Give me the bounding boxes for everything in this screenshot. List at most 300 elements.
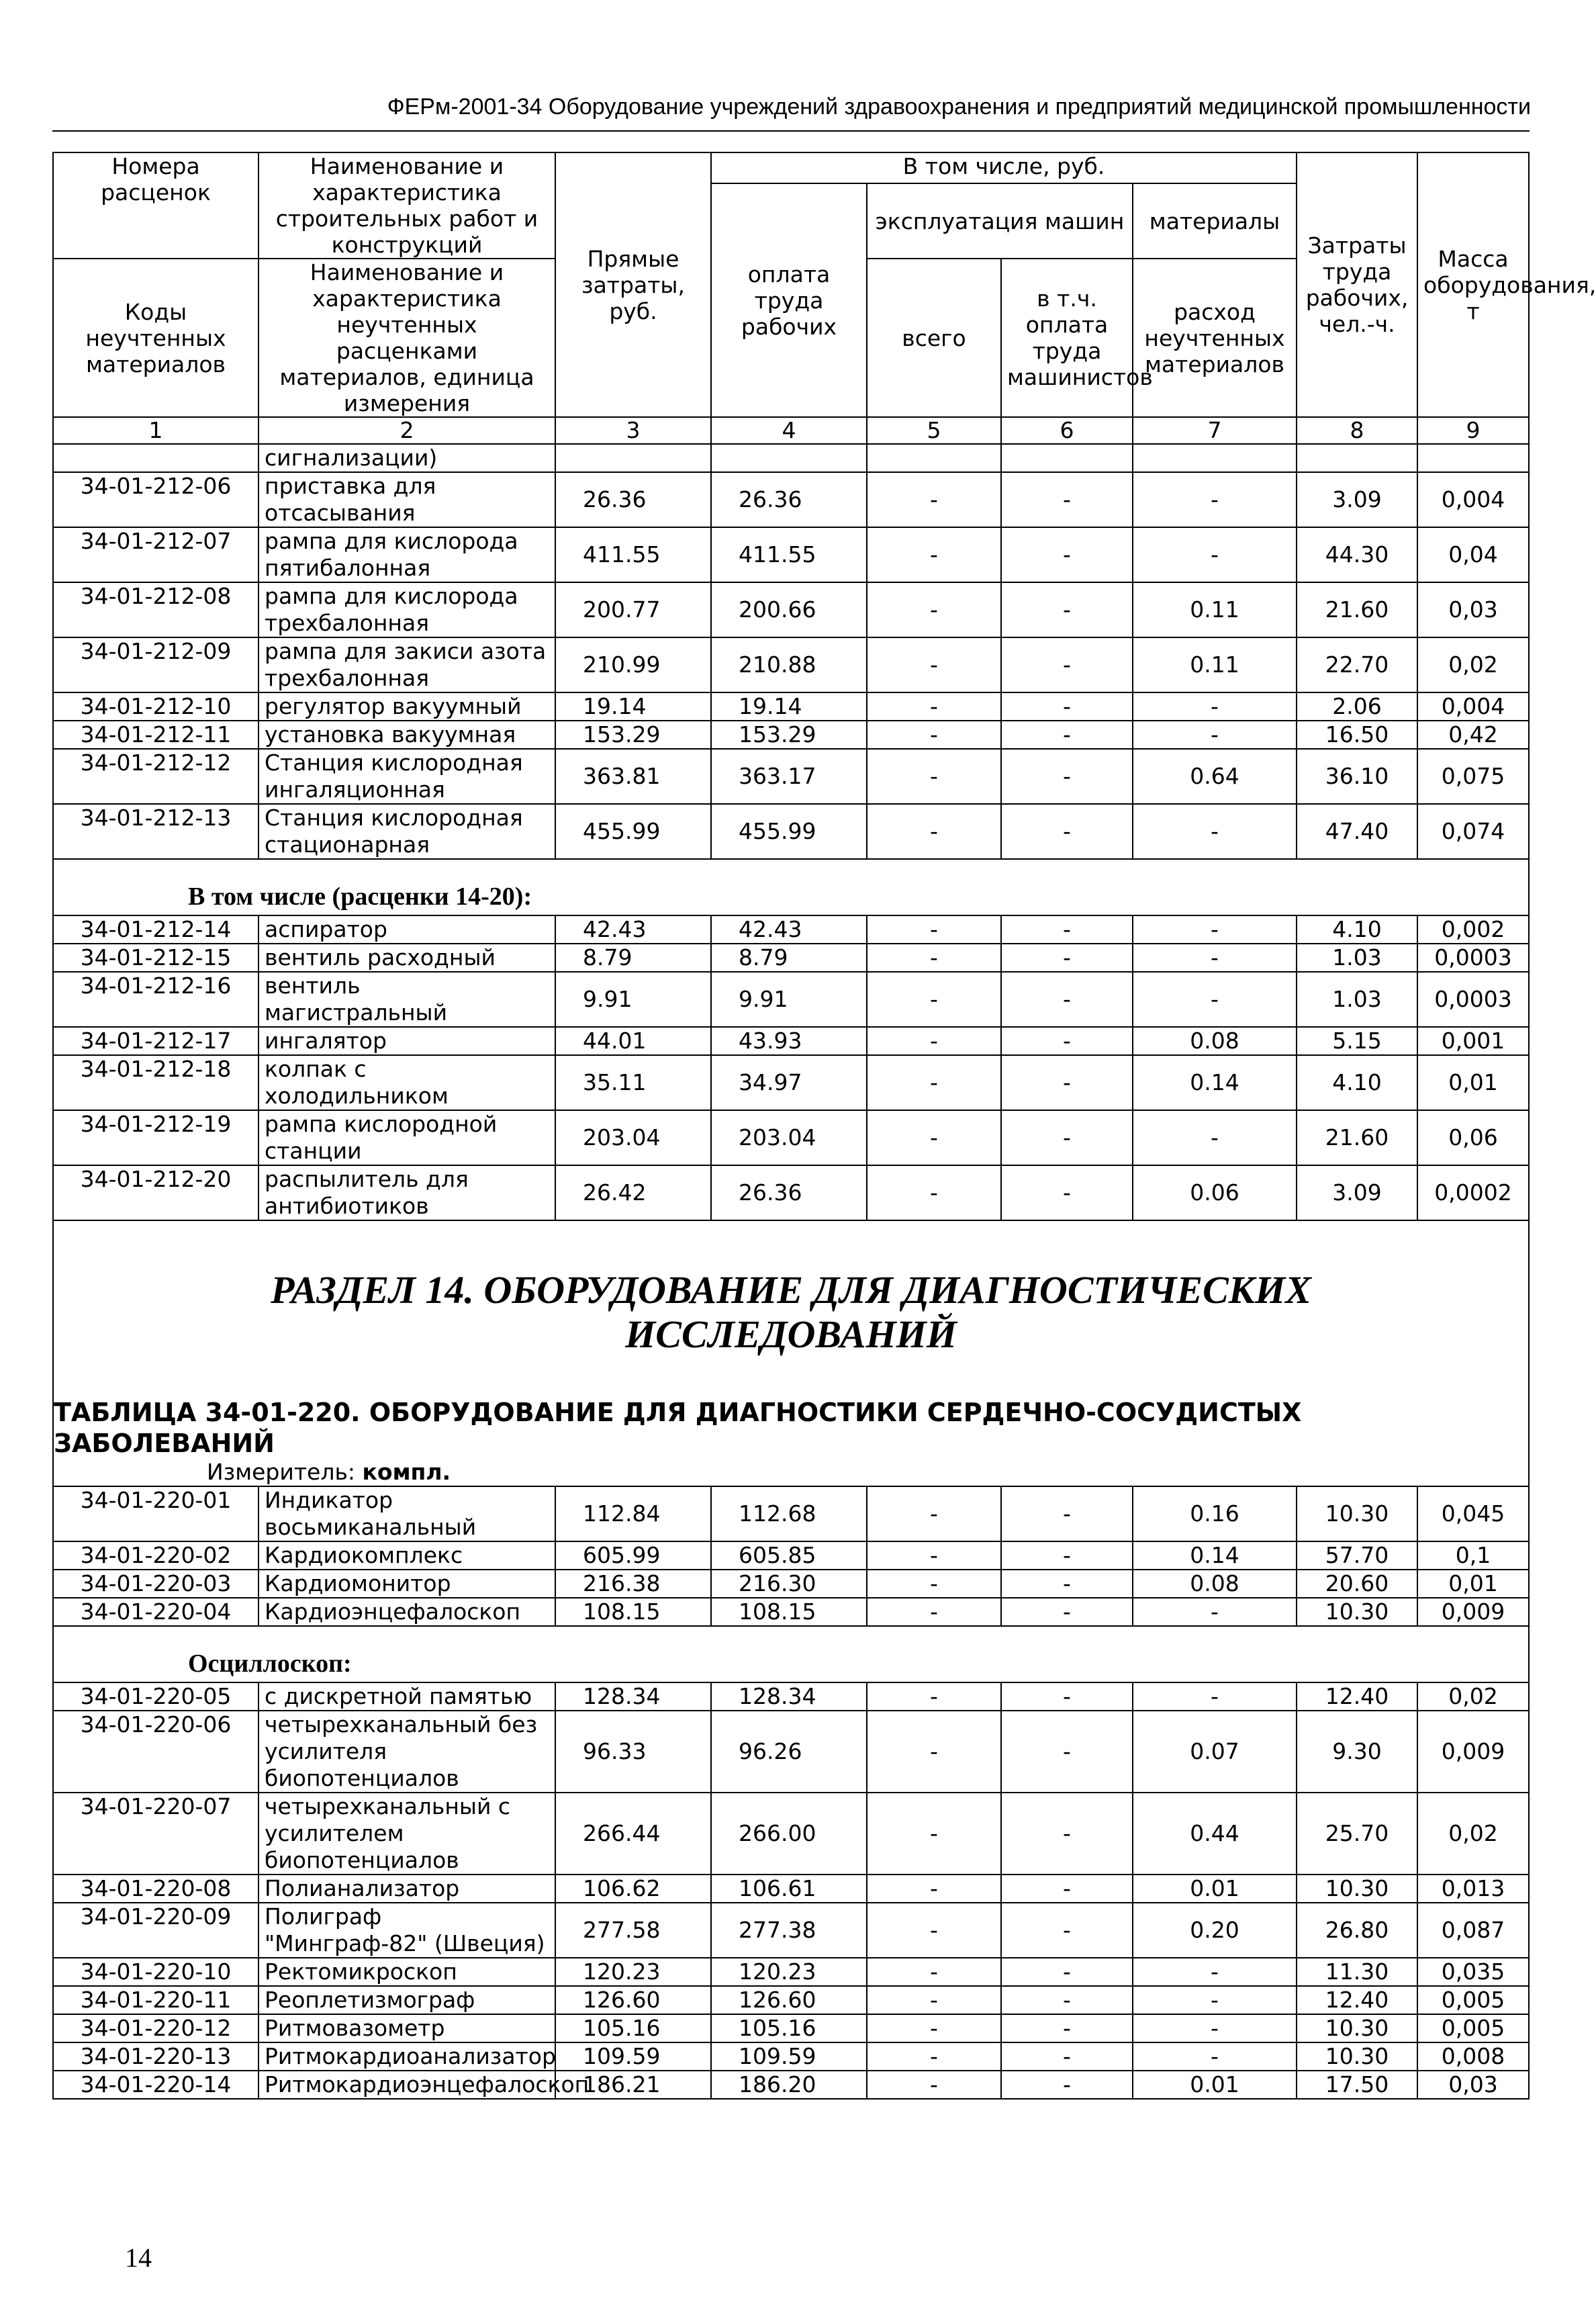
direct-costs: 9.91 bbox=[555, 972, 711, 1027]
equipment-mass: 0,02 bbox=[1417, 1682, 1529, 1711]
table-row bbox=[53, 1711, 1529, 1793]
machines-total: - bbox=[867, 1958, 1001, 1986]
direct-costs: 106.62 bbox=[555, 1875, 711, 1903]
direct-costs: 96.33 bbox=[555, 1711, 711, 1793]
work-name: вентиль расходный bbox=[259, 944, 555, 972]
measure-value: компл. bbox=[362, 1459, 451, 1485]
table-row bbox=[53, 527, 1529, 582]
machines-total: - bbox=[867, 472, 1001, 527]
work-name: аспиратор bbox=[259, 915, 555, 944]
labor-hours: 2.06 bbox=[1297, 692, 1417, 721]
work-name: установка вакуумная bbox=[259, 721, 555, 749]
equipment-mass: 0,009 bbox=[1417, 1598, 1529, 1626]
machines-total: - bbox=[867, 804, 1001, 859]
table-row bbox=[53, 582, 1529, 637]
operator-pay: - bbox=[1001, 972, 1133, 1027]
materials-cost: 0.14 bbox=[1133, 1055, 1297, 1110]
labor-hours: 20.60 bbox=[1297, 1570, 1417, 1598]
materials-cost: - bbox=[1133, 472, 1297, 527]
worker-pay: 34.97 bbox=[711, 1055, 867, 1110]
worker-pay: 200.66 bbox=[711, 582, 867, 637]
rate-code: 34-01-220-03 bbox=[53, 1570, 259, 1598]
col-index: 4 bbox=[711, 417, 867, 444]
machines-total: - bbox=[867, 972, 1001, 1027]
table-row bbox=[53, 1165, 1529, 1220]
equipment-mass: 0,0003 bbox=[1417, 972, 1529, 1027]
labor-hours: 26.80 bbox=[1297, 1903, 1417, 1958]
work-name: вентиль магистральный bbox=[259, 972, 555, 1027]
labor-hours: 4.10 bbox=[1297, 915, 1417, 944]
rows-220-a bbox=[53, 1486, 1529, 1626]
machines-total: - bbox=[867, 1682, 1001, 1711]
rows-212-a bbox=[53, 472, 1529, 859]
rate-code: 34-01-212-17 bbox=[53, 1027, 259, 1055]
machines-total: - bbox=[867, 915, 1001, 944]
continued-name: сигнализации) bbox=[259, 444, 555, 472]
worker-pay: 153.29 bbox=[711, 721, 867, 749]
work-name: регулятор вакуумный bbox=[259, 692, 555, 721]
operator-pay: - bbox=[1001, 1875, 1133, 1903]
labor-hours: 10.30 bbox=[1297, 2014, 1417, 2042]
measure-unit bbox=[59, 1459, 1523, 1486]
operator-pay: - bbox=[1001, 749, 1133, 804]
operator-pay: - bbox=[1001, 1903, 1133, 1958]
col-index: 3 bbox=[555, 417, 711, 444]
materials-cost: - bbox=[1133, 804, 1297, 859]
table-row bbox=[53, 1110, 1529, 1165]
rates-table-frame bbox=[52, 152, 1596, 2100]
header-machines-total: всего bbox=[867, 259, 1001, 417]
machines-total: - bbox=[867, 1486, 1001, 1541]
work-name: с дискретной памятью bbox=[259, 1682, 555, 1711]
materials-cost: - bbox=[1133, 721, 1297, 749]
table-row bbox=[53, 1986, 1529, 2014]
equipment-mass: 0,02 bbox=[1417, 1793, 1529, 1875]
operator-pay: - bbox=[1001, 721, 1133, 749]
rows-212-b bbox=[53, 915, 1529, 1220]
work-name: Станция кислородная стационарная bbox=[259, 804, 555, 859]
direct-costs: 44.01 bbox=[555, 1027, 711, 1055]
labor-hours: 1.03 bbox=[1297, 972, 1417, 1027]
direct-costs: 112.84 bbox=[555, 1486, 711, 1541]
equipment-mass: 0,002 bbox=[1417, 915, 1529, 944]
work-name: Кардиоэнцефалоскоп bbox=[259, 1598, 555, 1626]
header-unaccounted-name: Наименование и характеристика неучтенных расценками материалов, единица измерения bbox=[259, 259, 555, 417]
table-row bbox=[53, 1903, 1529, 1958]
machines-total: - bbox=[867, 1541, 1001, 1570]
worker-pay: 9.91 bbox=[711, 972, 867, 1027]
worker-pay: 42.43 bbox=[711, 915, 867, 944]
direct-costs: 266.44 bbox=[555, 1793, 711, 1875]
work-name: колпак с холодильником bbox=[259, 1055, 555, 1110]
labor-hours: 1.03 bbox=[1297, 944, 1417, 972]
operator-pay: - bbox=[1001, 1027, 1133, 1055]
header-labor-costs: Затраты труда рабочих, чел.-ч. bbox=[1297, 152, 1417, 417]
rate-code: 34-01-220-11 bbox=[53, 1986, 259, 2014]
materials-cost: 0.44 bbox=[1133, 1793, 1297, 1875]
machines-total: - bbox=[867, 1570, 1001, 1598]
table-row bbox=[53, 944, 1529, 972]
rate-code: 34-01-220-04 bbox=[53, 1598, 259, 1626]
operator-pay: - bbox=[1001, 1958, 1133, 1986]
materials-cost: - bbox=[1133, 1110, 1297, 1165]
header-unaccounted-codes: Коды неучтенных материалов bbox=[53, 259, 259, 417]
table-row bbox=[53, 472, 1529, 527]
operator-pay: - bbox=[1001, 1055, 1133, 1110]
operator-pay: - bbox=[1001, 1986, 1133, 2014]
worker-pay: 120.23 bbox=[711, 1958, 867, 1986]
work-name: рампа для кислорода пятибалонная bbox=[259, 527, 555, 582]
machines-total: - bbox=[867, 1711, 1001, 1793]
equipment-mass: 0,009 bbox=[1417, 1711, 1529, 1793]
operator-pay: - bbox=[1001, 1598, 1133, 1626]
worker-pay: 605.85 bbox=[711, 1541, 867, 1570]
equipment-mass: 0,004 bbox=[1417, 472, 1529, 527]
materials-cost: - bbox=[1133, 692, 1297, 721]
operator-pay: - bbox=[1001, 1165, 1133, 1220]
work-name: Ритмокардиоанализатор bbox=[259, 2042, 555, 2071]
rate-code: 34-01-212-10 bbox=[53, 692, 259, 721]
table-row bbox=[53, 692, 1529, 721]
work-name: Ректомикроскоп bbox=[259, 1958, 555, 1986]
worker-pay: 128.34 bbox=[711, 1682, 867, 1711]
work-name: Реоплетизмограф bbox=[259, 1986, 555, 2014]
operator-pay: - bbox=[1001, 1793, 1133, 1875]
direct-costs: 8.79 bbox=[555, 944, 711, 972]
operator-pay: - bbox=[1001, 1486, 1133, 1541]
work-name: рампа кислородной станции bbox=[259, 1110, 555, 1165]
block-212-a bbox=[53, 444, 1529, 472]
labor-hours: 10.30 bbox=[1297, 1875, 1417, 1903]
table-row bbox=[53, 1570, 1529, 1598]
direct-costs: 26.42 bbox=[555, 1165, 711, 1220]
header-operator-pay: в т.ч. оплата труда машинистов bbox=[1001, 259, 1133, 417]
worker-pay: 8.79 bbox=[711, 944, 867, 972]
table-row bbox=[53, 1055, 1529, 1110]
header-machines: эксплуатация машин bbox=[867, 183, 1133, 259]
operator-pay: - bbox=[1001, 637, 1133, 692]
machines-total: - bbox=[867, 2042, 1001, 2071]
direct-costs: 128.34 bbox=[555, 1682, 711, 1711]
rate-code: 34-01-220-12 bbox=[53, 2014, 259, 2042]
col-index: 7 bbox=[1133, 417, 1297, 444]
worker-pay: 26.36 bbox=[711, 472, 867, 527]
operator-pay: - bbox=[1001, 2042, 1133, 2071]
work-name: четырехканальный без усилителя биопотенциалов bbox=[259, 1711, 555, 1793]
rate-code: 34-01-220-14 bbox=[53, 2071, 259, 2099]
materials-cost: 0.06 bbox=[1133, 1165, 1297, 1220]
header-materials: материалы bbox=[1133, 183, 1297, 259]
machines-total: - bbox=[867, 1986, 1001, 2014]
labor-hours: 4.10 bbox=[1297, 1055, 1417, 1110]
labor-hours: 9.30 bbox=[1297, 1711, 1417, 1793]
rate-code: 34-01-212-18 bbox=[53, 1055, 259, 1110]
labor-hours: 10.30 bbox=[1297, 1486, 1417, 1541]
rate-code: 34-01-220-13 bbox=[53, 2042, 259, 2071]
rates-table bbox=[52, 152, 1596, 2100]
materials-cost: - bbox=[1133, 944, 1297, 972]
labor-hours: 36.10 bbox=[1297, 749, 1417, 804]
work-name: рампа для кислорода трехбалонная bbox=[259, 582, 555, 637]
column-index-row bbox=[53, 417, 1529, 444]
materials-cost: 0.07 bbox=[1133, 1711, 1297, 1793]
rate-code: 34-01-212-06 bbox=[53, 472, 259, 527]
operator-pay: - bbox=[1001, 1570, 1133, 1598]
worker-pay: 266.00 bbox=[711, 1793, 867, 1875]
materials-cost: 0.20 bbox=[1133, 1903, 1297, 1958]
operator-pay: - bbox=[1001, 1110, 1133, 1165]
header-equipment-mass: Масса оборудования, т bbox=[1417, 152, 1529, 417]
operator-pay: - bbox=[1001, 915, 1133, 944]
table-row bbox=[53, 1682, 1529, 1711]
worker-pay: 126.60 bbox=[711, 1986, 867, 2014]
rate-code: 34-01-212-16 bbox=[53, 972, 259, 1027]
equipment-mass: 0,06 bbox=[1417, 1110, 1529, 1165]
header-work-name: Наименование и характеристика строительных работ и конструкций bbox=[259, 152, 555, 259]
direct-costs: 455.99 bbox=[555, 804, 711, 859]
machines-total: - bbox=[867, 1055, 1001, 1110]
rate-code: 34-01-212-12 bbox=[53, 749, 259, 804]
labor-hours: 21.60 bbox=[1297, 1110, 1417, 1165]
page-number: 14 bbox=[125, 2243, 152, 2273]
operator-pay: - bbox=[1001, 804, 1133, 859]
materials-cost: - bbox=[1133, 1958, 1297, 1986]
worker-pay: 186.20 bbox=[711, 2071, 867, 2099]
materials-cost: - bbox=[1133, 1986, 1297, 2014]
rate-code: 34-01-212-19 bbox=[53, 1110, 259, 1165]
worker-pay: 203.04 bbox=[711, 1110, 867, 1165]
rate-code: 34-01-212-13 bbox=[53, 804, 259, 859]
worker-pay: 106.61 bbox=[711, 1875, 867, 1903]
table-row bbox=[53, 1958, 1529, 1986]
rows-220-b bbox=[53, 1682, 1529, 2099]
worker-pay: 216.30 bbox=[711, 1570, 867, 1598]
work-name: Индикатор восьмиканальный bbox=[259, 1486, 555, 1541]
worker-pay: 109.59 bbox=[711, 2042, 867, 2071]
worker-pay: 411.55 bbox=[711, 527, 867, 582]
rate-code: 34-01-220-10 bbox=[53, 1958, 259, 1986]
materials-cost: - bbox=[1133, 2014, 1297, 2042]
direct-costs: 277.58 bbox=[555, 1903, 711, 1958]
materials-cost: 0.16 bbox=[1133, 1486, 1297, 1541]
direct-costs: 186.21 bbox=[555, 2071, 711, 2099]
direct-costs: 105.16 bbox=[555, 2014, 711, 2042]
machines-total: - bbox=[867, 2071, 1001, 2099]
equipment-mass: 0,045 bbox=[1417, 1486, 1529, 1541]
table-row bbox=[53, 1793, 1529, 1875]
work-name: Ритмокардиоэнцефалоскоп bbox=[259, 2071, 555, 2099]
direct-costs: 42.43 bbox=[555, 915, 711, 944]
equipment-mass: 0,42 bbox=[1417, 721, 1529, 749]
work-name: ингалятор bbox=[259, 1027, 555, 1055]
rate-code: 34-01-220-05 bbox=[53, 1682, 259, 1711]
table-row bbox=[53, 2014, 1529, 2042]
materials-cost: - bbox=[1133, 1598, 1297, 1626]
machines-total: - bbox=[867, 692, 1001, 721]
equipment-mass: 0,074 bbox=[1417, 804, 1529, 859]
equipment-mass: 0,0002 bbox=[1417, 1165, 1529, 1220]
rate-code: 34-01-212-20 bbox=[53, 1165, 259, 1220]
measure-label: Измеритель: bbox=[207, 1459, 363, 1485]
section-title-line2: ИССЛЕДОВАНИЙ bbox=[625, 1312, 957, 1356]
materials-cost: - bbox=[1133, 972, 1297, 1027]
rate-code: 34-01-212-09 bbox=[53, 637, 259, 692]
labor-hours: 12.40 bbox=[1297, 1986, 1417, 2014]
machines-total: - bbox=[867, 749, 1001, 804]
equipment-mass: 0,008 bbox=[1417, 2042, 1529, 2071]
materials-cost: 0.11 bbox=[1133, 582, 1297, 637]
labor-hours: 44.30 bbox=[1297, 527, 1417, 582]
labor-hours: 47.40 bbox=[1297, 804, 1417, 859]
direct-costs: 19.14 bbox=[555, 692, 711, 721]
direct-costs: 200.77 bbox=[555, 582, 711, 637]
work-name: Станция кислородная ингаляционная bbox=[259, 749, 555, 804]
materials-cost: 0.14 bbox=[1133, 1541, 1297, 1570]
subhead-220 bbox=[53, 1626, 1529, 1682]
col-index: 6 bbox=[1001, 417, 1133, 444]
equipment-mass: 0,02 bbox=[1417, 637, 1529, 692]
col-index: 2 bbox=[259, 417, 555, 444]
machines-total: - bbox=[867, 1903, 1001, 1958]
worker-pay: 105.16 bbox=[711, 2014, 867, 2042]
labor-hours: 5.15 bbox=[1297, 1027, 1417, 1055]
direct-costs: 35.11 bbox=[555, 1055, 711, 1110]
machines-total: - bbox=[867, 1165, 1001, 1220]
labor-hours: 3.09 bbox=[1297, 472, 1417, 527]
equipment-mass: 0,087 bbox=[1417, 1903, 1529, 1958]
equipment-mass: 0,0003 bbox=[1417, 944, 1529, 972]
header-unaccounted-materials: расход неучтенных материалов bbox=[1133, 259, 1297, 417]
table-row bbox=[53, 2071, 1529, 2099]
machines-total: - bbox=[867, 1027, 1001, 1055]
header-direct-costs: Прямые затраты, руб. bbox=[555, 152, 711, 417]
equipment-mass: 0,035 bbox=[1417, 1958, 1529, 1986]
operator-pay: - bbox=[1001, 2071, 1133, 2099]
work-name: Кардиокомплекс bbox=[259, 1541, 555, 1570]
operator-pay: - bbox=[1001, 944, 1133, 972]
labor-hours: 10.30 bbox=[1297, 1598, 1417, 1626]
direct-costs: 108.15 bbox=[555, 1598, 711, 1626]
equipment-mass: 0,005 bbox=[1417, 2014, 1529, 2042]
header-rule bbox=[52, 130, 1530, 132]
work-name: рампа для закиси азота трехбалонная bbox=[259, 637, 555, 692]
table-row bbox=[53, 972, 1529, 1027]
materials-cost: - bbox=[1133, 1682, 1297, 1711]
labor-hours: 57.70 bbox=[1297, 1541, 1417, 1570]
materials-cost: 0.11 bbox=[1133, 637, 1297, 692]
equipment-mass: 0,075 bbox=[1417, 749, 1529, 804]
equipment-mass: 0,004 bbox=[1417, 692, 1529, 721]
machines-total: - bbox=[867, 527, 1001, 582]
rate-code: 34-01-220-09 bbox=[53, 1903, 259, 1958]
machines-total: - bbox=[867, 944, 1001, 972]
labor-hours: 21.60 bbox=[1297, 582, 1417, 637]
direct-costs: 605.99 bbox=[555, 1541, 711, 1570]
labor-hours: 16.50 bbox=[1297, 721, 1417, 749]
work-name: Полианализатор bbox=[259, 1875, 555, 1903]
materials-cost: 0.08 bbox=[1133, 1570, 1297, 1598]
direct-costs: 120.23 bbox=[555, 1958, 711, 1986]
table-row bbox=[53, 637, 1529, 692]
direct-costs: 26.36 bbox=[555, 472, 711, 527]
direct-costs: 126.60 bbox=[555, 1986, 711, 2014]
operator-pay: - bbox=[1001, 1682, 1133, 1711]
work-name: Кардиомонитор bbox=[259, 1570, 555, 1598]
materials-cost: 0.64 bbox=[1133, 749, 1297, 804]
materials-cost: - bbox=[1133, 2042, 1297, 2071]
rate-code bbox=[53, 444, 259, 472]
worker-pay: 210.88 bbox=[711, 637, 867, 692]
work-name: Полиграф "Минграф-82" (Швеция) bbox=[259, 1903, 555, 1958]
machines-total: - bbox=[867, 1793, 1001, 1875]
equipment-mass: 0,04 bbox=[1417, 527, 1529, 582]
equipment-mass: 0,001 bbox=[1417, 1027, 1529, 1055]
table-row bbox=[53, 804, 1529, 859]
running-title: ФЕРм-2001-34 Оборудование учреждений здравоохранения и предприятий медицинской промышленности bbox=[387, 94, 1531, 120]
machines-total: - bbox=[867, 1598, 1001, 1626]
table-header bbox=[53, 152, 1596, 417]
subheading: Осциллоскоп: bbox=[53, 1626, 1529, 1682]
col-index: 5 bbox=[867, 417, 1001, 444]
operator-pay: - bbox=[1001, 472, 1133, 527]
rate-code: 34-01-212-08 bbox=[53, 582, 259, 637]
equipment-mass: 0,01 bbox=[1417, 1055, 1529, 1110]
col-index: 1 bbox=[53, 417, 259, 444]
machines-total: - bbox=[867, 1875, 1001, 1903]
equipment-mass: 0,03 bbox=[1417, 2071, 1529, 2099]
col-index: 8 bbox=[1297, 417, 1417, 444]
labor-hours: 22.70 bbox=[1297, 637, 1417, 692]
rate-code: 34-01-220-07 bbox=[53, 1793, 259, 1875]
direct-costs: 216.38 bbox=[555, 1570, 711, 1598]
labor-hours: 10.30 bbox=[1297, 2042, 1417, 2071]
table-row bbox=[53, 749, 1529, 804]
section-title-line1: РАЗДЕЛ 14. ОБОРУДОВАНИЕ ДЛЯ ДИАГНОСТИЧЕСКИХ bbox=[271, 1268, 1311, 1312]
work-name: Ритмовазометр bbox=[259, 2014, 555, 2042]
col-index: 9 bbox=[1417, 417, 1529, 444]
machines-total: - bbox=[867, 582, 1001, 637]
machines-total: - bbox=[867, 637, 1001, 692]
direct-costs: 153.29 bbox=[555, 721, 711, 749]
table-row bbox=[53, 721, 1529, 749]
work-name: четырехканальный с усилителем биопотенциалов bbox=[259, 1793, 555, 1875]
work-name: приставка для отсасывания bbox=[259, 472, 555, 527]
table-title: ТАБЛИЦА 34-01-220. ОБОРУДОВАНИЕ ДЛЯ ДИАГНОСТИКИ СЕРДЕЧНО-СОСУДИСТЫХ ЗАБОЛЕВАНИЙ bbox=[54, 1398, 1302, 1458]
rate-code: 34-01-220-01 bbox=[53, 1486, 259, 1541]
operator-pay: - bbox=[1001, 692, 1133, 721]
header-including: В том числе, руб. bbox=[711, 152, 1297, 183]
worker-pay: 108.15 bbox=[711, 1598, 867, 1626]
machines-total: - bbox=[867, 2014, 1001, 2042]
work-name: распылитель для антибиотиков bbox=[259, 1165, 555, 1220]
equipment-mass: 0,01 bbox=[1417, 1570, 1529, 1598]
subheading: В том числе (расценки 14-20): bbox=[53, 859, 1529, 915]
labor-hours: 3.09 bbox=[1297, 1165, 1417, 1220]
table-row bbox=[53, 1486, 1529, 1541]
worker-pay: 112.68 bbox=[711, 1486, 867, 1541]
table-row bbox=[53, 1875, 1529, 1903]
machines-total: - bbox=[867, 1110, 1001, 1165]
equipment-mass: 0,005 bbox=[1417, 1986, 1529, 2014]
labor-hours: 25.70 bbox=[1297, 1793, 1417, 1875]
direct-costs: 109.59 bbox=[555, 2042, 711, 2071]
worker-pay: 277.38 bbox=[711, 1903, 867, 1958]
materials-cost: 0.01 bbox=[1133, 2071, 1297, 2099]
labor-hours: 11.30 bbox=[1297, 1958, 1417, 1986]
rate-code: 34-01-212-11 bbox=[53, 721, 259, 749]
worker-pay: 363.17 bbox=[711, 749, 867, 804]
table-row bbox=[53, 1027, 1529, 1055]
